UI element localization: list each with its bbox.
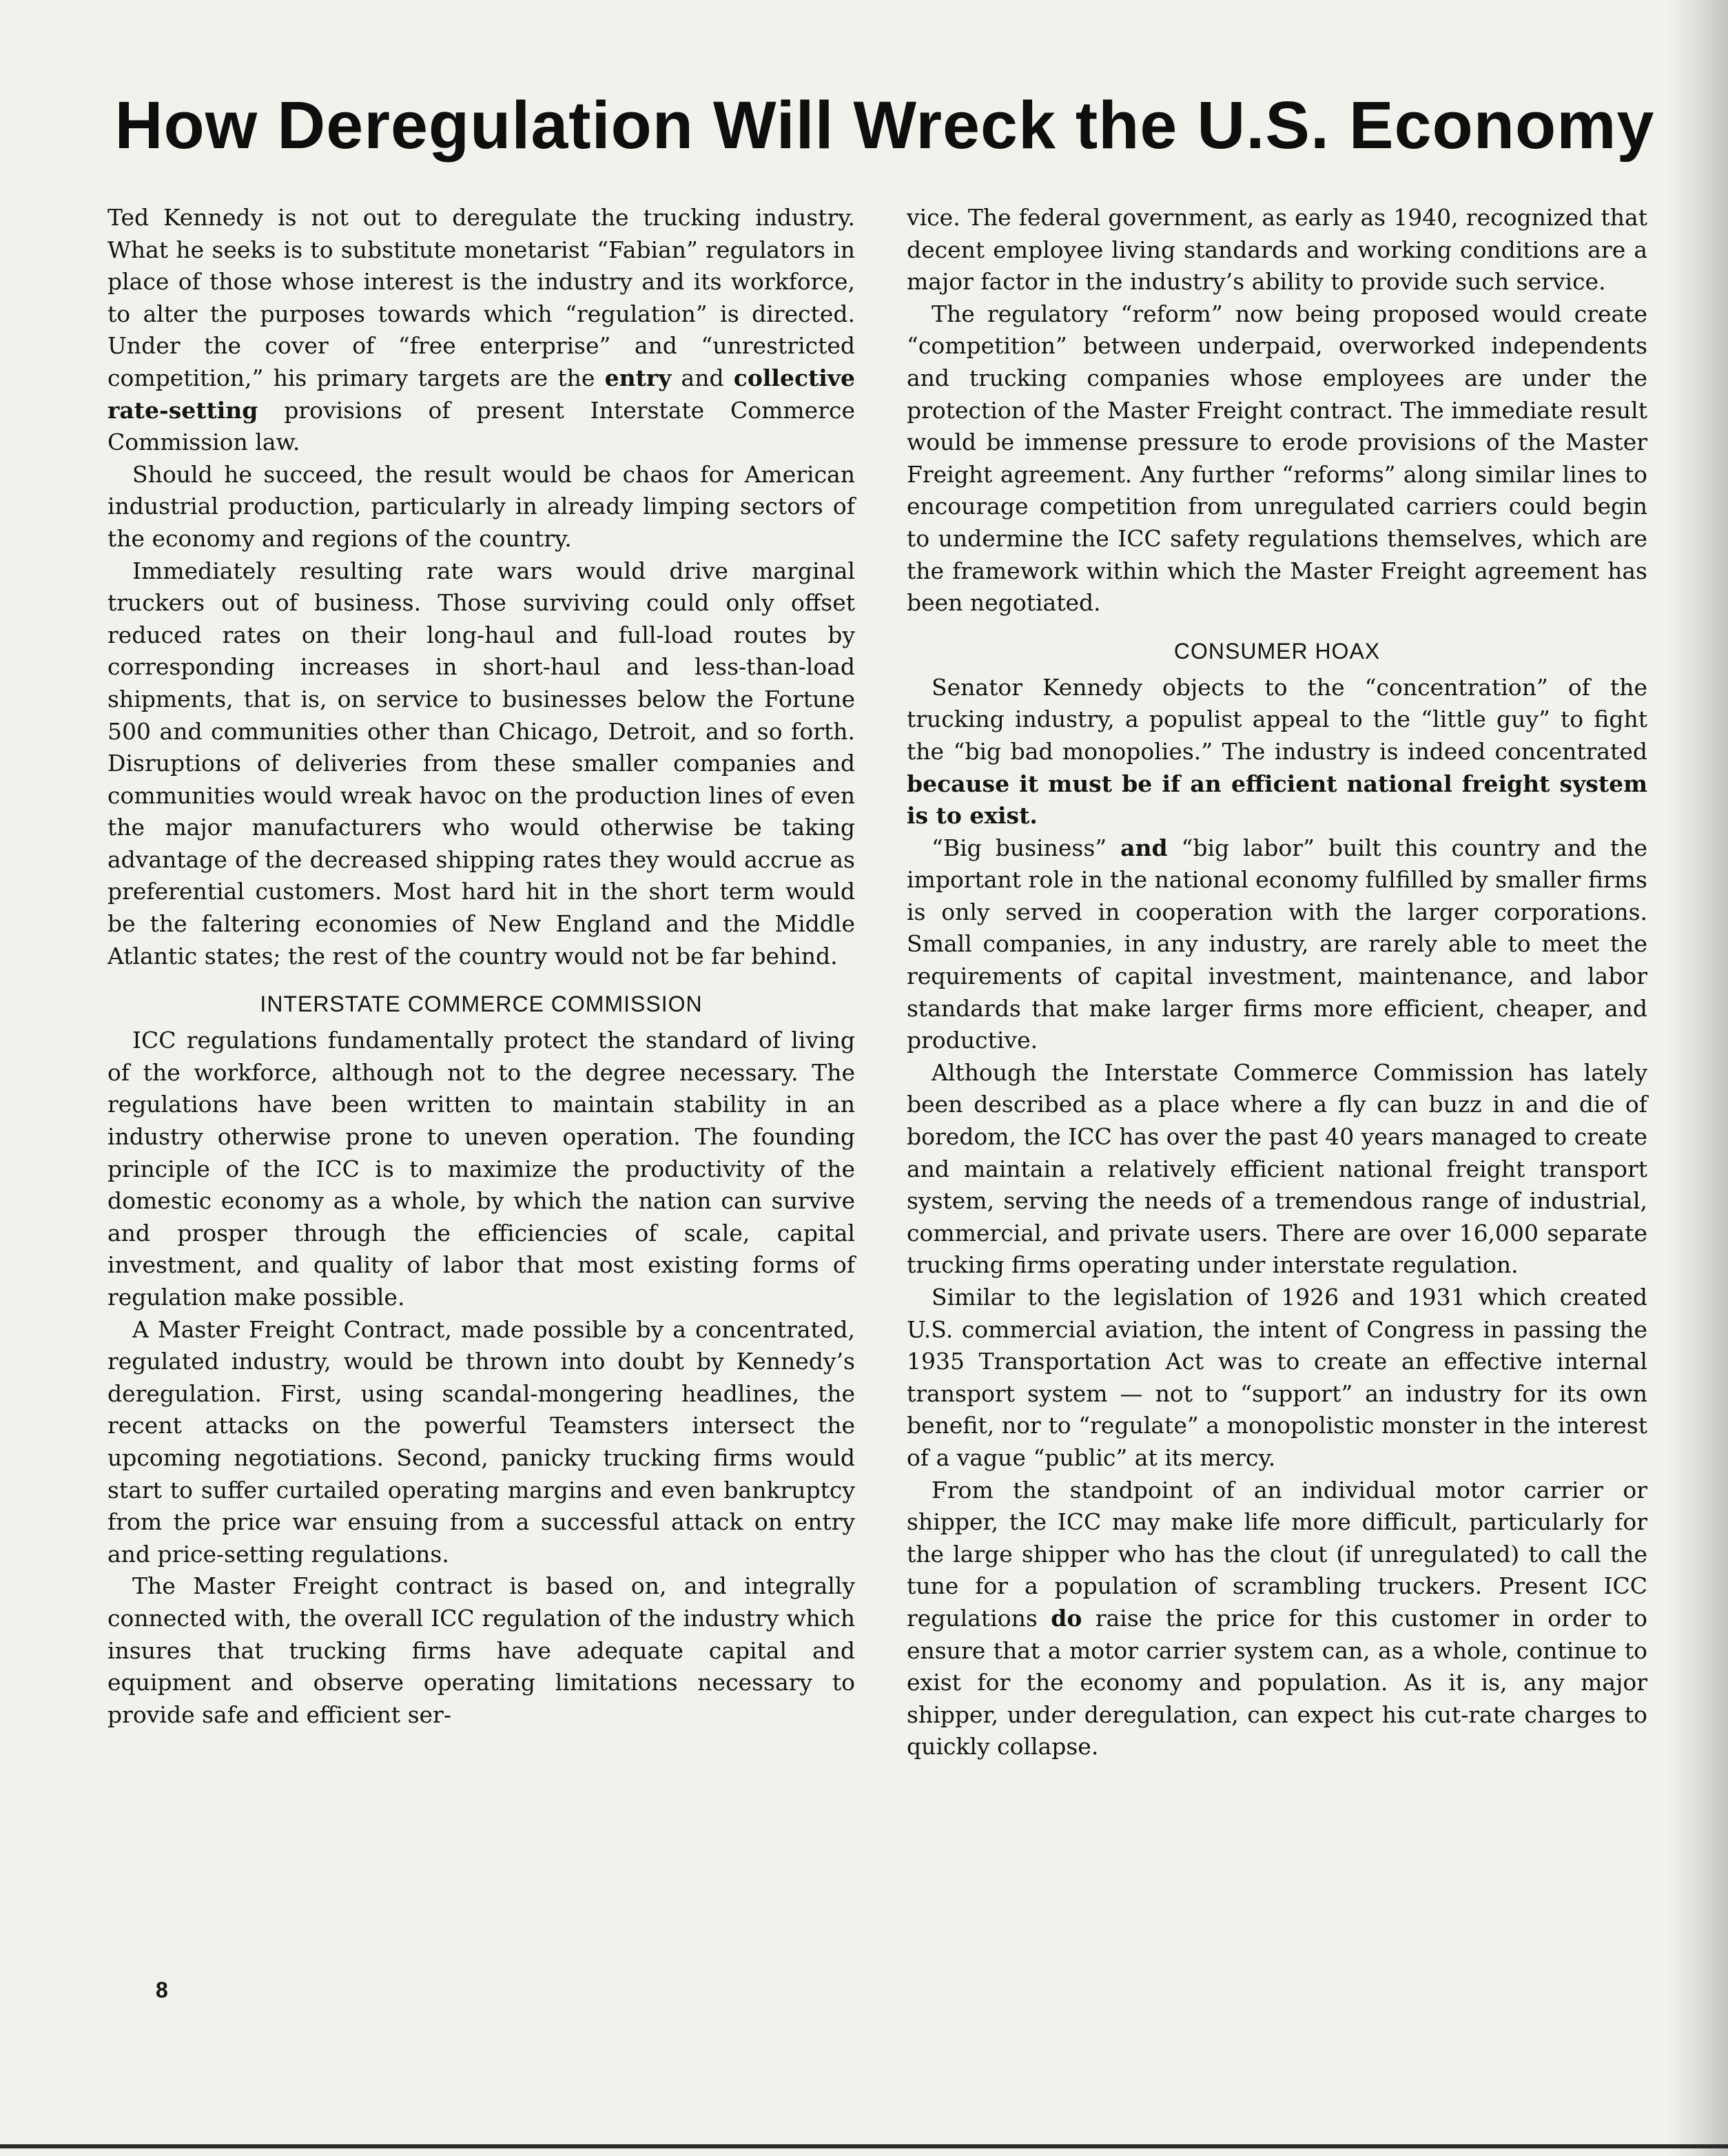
paragraph: vice. The federal government, as early as 1940, recognized that decent employee living standards and working conditions are a major factor in the industry’s ability to provide such service. — [907, 204, 1647, 296]
page-edge-shadow — [1666, 0, 1728, 2156]
section-heading: INTERSTATE COMMERCE COMMISSION — [260, 992, 703, 1017]
paragraph: Although the Interstate Commerce Commission has lately been described as a place where a fly can buzz in and die of boredom, the ICC has over the past 40 years managed to create and maintain a relatively efficient national freight transport system, serving the needs of a tremendous range of industrial, commercial, and private users. There are over 16,000 separate trucking firms operating under interstate regulation. — [907, 1058, 1647, 1279]
bold-emphasis: entry — [604, 364, 672, 391]
headline: How Deregulation Will Wreck the U.S. Economy — [114, 88, 1655, 163]
paragraph: Senator Kennedy objects to the “concentration” of the trucking industry, a populist appeal to the “little guy” to fight the “big bad monopolies.” The industry is indeed concentrated because it must be if an efficient national freight system is to exist. — [907, 673, 1647, 830]
paragraph: The Master Freight contract is based on, and integrally connected with, the overall ICC regulation of the industry which insures that trucking firms have adequate capital and equipment and observe operating limitations necessary to provide safe and efficient ser- — [107, 1572, 855, 1728]
section-heading: CONSUMER HOAX — [1173, 638, 1381, 664]
bold-emphasis: do — [1051, 1604, 1082, 1632]
right-column — [907, 202, 1647, 1763]
bold-emphasis: because it must be if an efficient national freight system is to exist. — [907, 770, 1647, 830]
paragraph: “Big business” and “big labor” built this country and the important role in the national economy fulfilled by smaller firms is only served in cooperation with the larger corporations. Small companies, in any industry, are rarely able to meet the requirements of capital investment, maintenance, and labor standards that make larger firms more efficient, cheaper, and productive. — [907, 834, 1647, 1054]
paragraph: Ted Kennedy is not out to deregulate the trucking industry. What he seeks is to substitute monetarist “Fabian” regulators in place of those whose interest is the industry and its workforce, to alter the purposes towards which “regulation” is directed. Under the cover of “free enterprise” and “unrestricted competition,” his primary targets are the entry and collective rate-setting provisions of present Interstate Commerce Commission law. — [107, 204, 855, 456]
paragraph: The regulatory “reform” now being proposed would create “competition” between underpaid, overworked independents and trucking companies whose employees are under the protection of the Master Freight contract. The immediate result would be immense pressure to erode provisions of the Master Freight agreement. Any further “reforms” along similar lines to encourage competition from unregulated carriers could begin to undermine the ICC safety regulations themselves, which are the framework within which the Master Freight agreement has been negotiated. — [907, 300, 1647, 617]
bold-emphasis: and — [1120, 834, 1168, 861]
paragraph: ICC regulations fundamentally protect the standard of living of the workforce, although not to the degree necessary. The regulations have been written to maintain stability in an industry otherwise prone to uneven operation. The founding principle of the ICC is to maximize the productivity of the domestic economy as a whole, by which the nation can survive and prosper through the efficiencies of scale, capital investment, and quality of labor that most existing forms of regulation make possible. — [107, 1027, 855, 1311]
bottom-rule — [0, 2144, 1728, 2148]
page-number: 8 — [156, 1978, 168, 2002]
paragraph: Should he succeed, the result would be chaos for American industrial production, particularly in already limping sectors of the economy and regions of the country. — [107, 460, 855, 552]
left-column — [107, 202, 855, 1731]
paragraph: Similar to the legislation of 1926 and 1931 which created U.S. commercial aviation, the intent of Congress in passing the 1935 Transportation Act was to create an effective internal transport system — not to “support” an industry for its own benefit, nor to “regulate” a monopolistic monster in the interest of a vague “public” at its mercy. — [907, 1284, 1647, 1471]
paragraph: A Master Freight Contract, made possible by a concentrated, regulated industry, would be thrown into doubt by Kennedy’s deregulation. First, using scandal-mongering headlines, the recent attacks on the powerful Teamsters intersect the upcoming negotiations. Second, panicky trucking firms would start to suffer curtailed operating margins and even bankruptcy from the price war ensuing from a successful attack on entry and price-setting regulations. — [107, 1315, 855, 1568]
paragraph: Immediately resulting rate wars would drive marginal truckers out of business. Those surviving could only offset reduced rates on their long-haul and full-load routes by corresponding increases in short-haul and less-than-load shipments, that is, on service to businesses below the Fortune 500 and communities other than Chicago, Detroit, and so forth. Disruptions of deliveries from these smaller companies and communities would wreak havoc on the production lines of even the major manufacturers who would otherwise be taking advantage of the decreased shipping rates they would accrue as preferential customers. Most hard hit in the short term would be the faltering economies of New England and the Middle Atlantic states; the rest of the country would not be far behind. — [107, 557, 855, 969]
paragraph: From the standpoint of an individual motor carrier or shipper, the ICC may make life more difficult, particularly for the large shipper who has the clout (if unregulated) to call the tune for a population of scrambling truckers. Present ICC regulations do raise the price for this customer in order to ensure that a motor carrier system can, as a whole, continue to exist for the economy and population. As it is, any major shipper, under deregulation, can expect his cut-rate charges to quickly collapse. — [907, 1476, 1647, 1760]
bold-emphasis: collective rate-setting — [107, 364, 855, 424]
